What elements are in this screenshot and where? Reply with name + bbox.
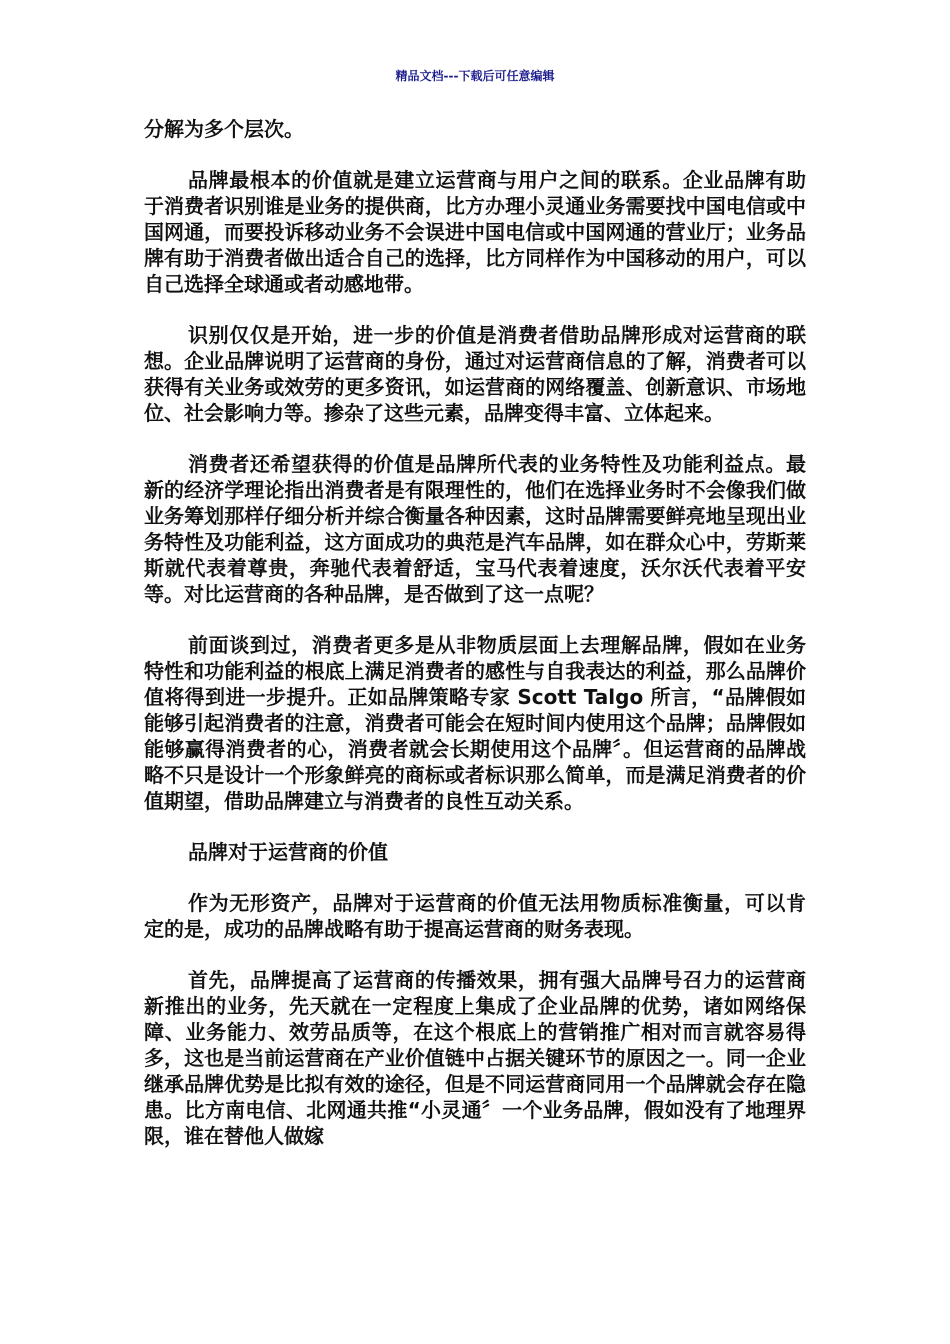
paragraph-brand-features: 消费者还希望获得的价值是品牌所代表的业务特性及功能利益点。最新的经济学理论指出消费者是有限理性的，他们在选择业务时不会像我们做业务筹划那样仔细分析并综合衡量各种因素，这时品牌需要鲜亮地呈现出业务特性及功能利益，这方面成功的典范是汽车品牌，如在群众心中，劳斯莱斯就代表着尊贵，奔驰代表着舒适，宝马代表着速度，沃尔沃代表着平安等。对比运营商的各种品牌，是否做到了这一点呢？ — [144, 452, 806, 606]
paragraph-brand-connection: 品牌最根本的价值就是建立运营商与用户之间的联系。企业品牌有助于消费者识别谁是业务的提供商，比方办理小灵通业务需要找中国电信或中国网通，而要投诉移动业务不会误进中国电信或中国网通的营业厅；业务品牌有助于消费者做出适合自己的选择，比方同样作为中国移动的用户，可以自己选择全球通或者动感地带。 — [144, 168, 806, 296]
paragraph-brand-association: 识别仅仅是开始，进一步的价值是消费者借助品牌形成对运营商的联想。企业品牌说明了运营商的身份，通过对运营商信息的了解，消费者可以获得有关业务或效劳的更多资讯，如运营商的网络覆盖、创新意识、市场地位、社会影响力等。掺杂了这些元素，品牌变得丰富、立体起来。 — [144, 323, 806, 425]
paragraph-intangible-asset: 作为无形资产，品牌对于运营商的价值无法用物质标准衡量，可以肯定的是，成功的品牌战略有助于提高运营商的财务表现。 — [144, 891, 806, 941]
page-header: 精品文档---下载后可任意编辑 — [395, 69, 555, 83]
paragraph-communication-effect: 首先，品牌提高了运营商的传播效果，拥有强大品牌号召力的运营商新推出的业务，先天就在一定程度上集成了企业品牌的优势，诸如网络保障、业务能力、效劳品质等，在这个根底上的营销推广相对而言就容易得多，这也是当前运营商在产业价值链中占据关键环节的原因之一。同一企业继承品牌优势是比拟有效的途径，但是不同运营商同用一个品牌就会存在隐患。比方南电信、北网通共推“小灵通〞一个业务品牌，假如没有了地理界限，谁在替他人做嫁 — [144, 968, 806, 1148]
paragraph-continuation: 分解为多个层次。 — [144, 117, 304, 141]
document-body — [144, 116, 806, 1174]
section-heading: 品牌对于运营商的价值 — [188, 840, 388, 864]
paragraph-brand-emotional: 前面谈到过，消费者更多是从非物质层面上去理解品牌，假如在业务特性和功能利益的根底上满足消费者的感性与自我表达的利益，那么品牌价值将得到进一步提升。正如品牌策略专家 Scott Talgo 所言，“品牌假如能够引起消费者的注意，消费者可能会在短时间内使用这个品牌；品牌假如能够赢得消费者的心，消费者就会长期使用这个品牌〞。但运营商的品牌战略不只是设计一个形象鲜亮的商标或者标识那么简单，而是满足消费者的价值期望，借助品牌建立与消费者的良性互动关系。 — [144, 633, 806, 813]
